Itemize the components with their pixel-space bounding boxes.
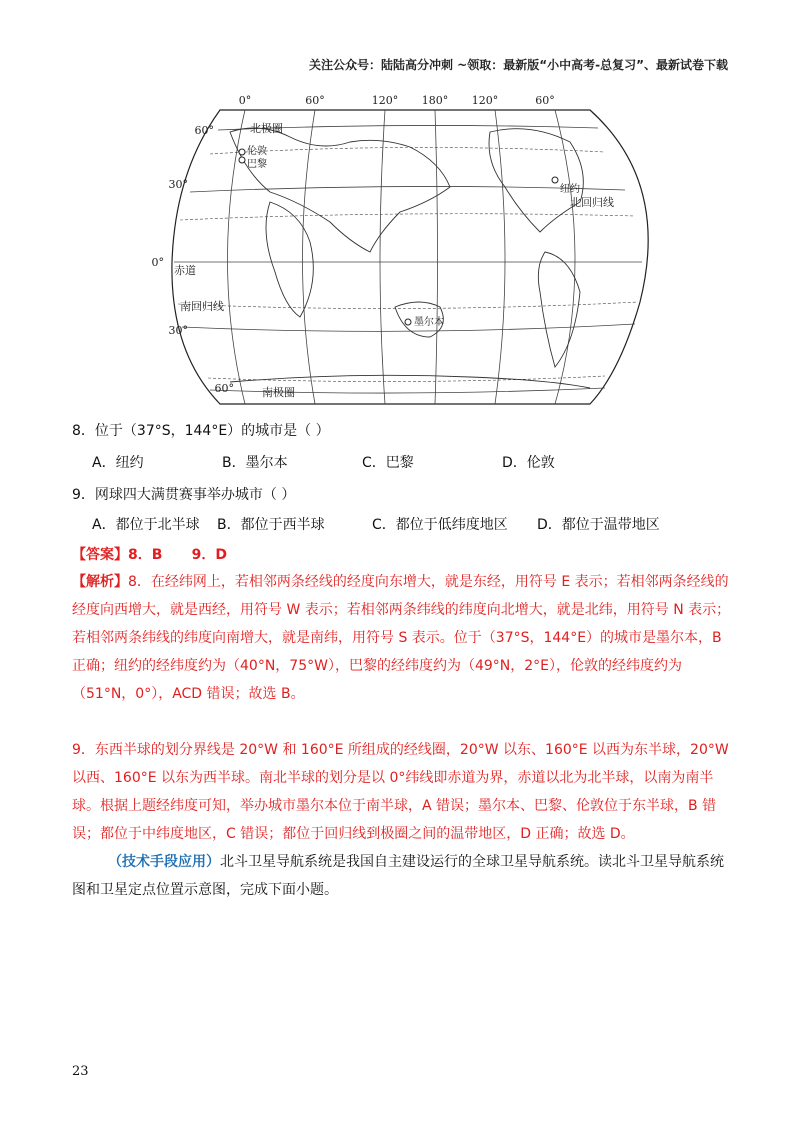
tropic-capricorn-label: 南回归线	[180, 300, 224, 313]
analysis-paragraph-1	[72, 568, 732, 708]
question-8-stem: 8．位于（37°S，144°E）的城市是（ ）	[72, 423, 330, 439]
analysis-label: 【解析】	[72, 574, 128, 590]
analysis-text-1: 8．在经纬网上，若相邻两条经线的经度向东增大，就是东经，用符号 E 表示；若相邻两条经线的经度向西增大，就是西经，用符号 W 表示；若相邻两条纬线的纬度向北增大，就是北纬，用符号 N 表示；若相邻两条纬线的纬度向南增大，就是南纬，用符号 S 表示。位于（37°S，144°E）的城市是墨尔本，B 正确；纽约的经纬度约为（40°N，75°W），巴黎的经纬度约为（49°N，2°E），伦敦的经纬度约为（51°N，0°），ACD 错误；故选 B。	[72, 574, 731, 702]
paris-label: 巴黎	[247, 159, 267, 170]
lon-label-5: 60°	[535, 94, 555, 107]
answer-label: 【答案】	[72, 547, 128, 563]
next-section-intro	[72, 848, 732, 904]
q9-option-a: A．都位于北半球	[92, 517, 200, 533]
q8-option-c: C．巴黎	[362, 455, 414, 471]
antarctic-label: 南极圈	[262, 386, 295, 399]
lon-label-4: 120°	[471, 94, 499, 107]
lat-label-60s: 60°	[214, 382, 234, 395]
lat-label-0: 0°	[151, 256, 164, 269]
melbourne-marker	[405, 319, 411, 325]
question-9-stem: 9．网球四大满贯赛事举办城市（ ）	[72, 487, 296, 503]
london-marker	[239, 149, 245, 155]
question-9-options	[92, 514, 660, 534]
page-number: 23	[72, 1064, 89, 1079]
lat-label-30s: 30°	[168, 324, 188, 337]
tropic-cancer-label: 北回归线	[570, 196, 614, 209]
equator-label: 赤道	[174, 264, 196, 277]
q9-option-c: C．都位于低纬度地区	[372, 517, 508, 533]
page-header: 关注公众号：陆陆高分冲刺 ~领取：最新版“小中高考-总复习”、最新试卷下载	[309, 58, 728, 72]
newyork-marker	[552, 177, 558, 183]
answer-text: 8．B 9．D	[128, 547, 228, 563]
q8-option-d: D．伦敦	[502, 455, 555, 471]
q8-option-b: B．墨尔本	[222, 455, 288, 471]
answer-line	[72, 544, 227, 564]
analysis-paragraph-2: 9．东西半球的划分界线是 20°W 和 160°E 所组成的经线圈，20°W 以东、160°E 以西为东半球，20°W 以西、160°E 以东为西半球。南北半球的划分是以 0°纬线即赤道为界，赤道以北为北半球，以南为南半球。根据上题经纬度可知，举办城市墨尔本位于南半球，A 错误；墨尔本、巴黎、伦敦位于东半球，B 错误；都位于中纬度地区，C 错误；都位于回归线到极圈之间的温带地区，D 正确；故选 D。	[72, 742, 729, 842]
lon-label-1: 60°	[305, 94, 325, 107]
q8-option-a: A．纽约	[92, 455, 144, 471]
question-8-options	[92, 452, 555, 472]
london-label: 伦敦	[247, 146, 267, 157]
world-map-graphic	[150, 92, 660, 412]
arctic-label: 北极圈	[250, 122, 283, 135]
lon-label-0: 0°	[238, 94, 252, 107]
q9-option-b: B．都位于西半球	[217, 517, 325, 533]
newyork-label: 纽约	[560, 184, 580, 195]
world-map	[150, 92, 660, 412]
lat-label-60n: 60°	[194, 124, 214, 137]
intro-text: 北斗卫星导航系统是我国自主建设运行的全球卫星导航系统。读北斗卫星导航系统图和卫星定点位置示意图，完成下面小题。	[72, 854, 724, 898]
lon-label-3: 180°	[421, 94, 449, 107]
intro-tag: （技术手段应用）	[108, 854, 220, 870]
lat-label-30n: 30°	[168, 178, 188, 191]
paris-marker	[239, 157, 245, 163]
melbourne-label: 墨尔本	[414, 317, 444, 328]
lon-label-2: 120°	[371, 94, 399, 107]
q9-option-d: D．都位于温带地区	[537, 517, 660, 533]
